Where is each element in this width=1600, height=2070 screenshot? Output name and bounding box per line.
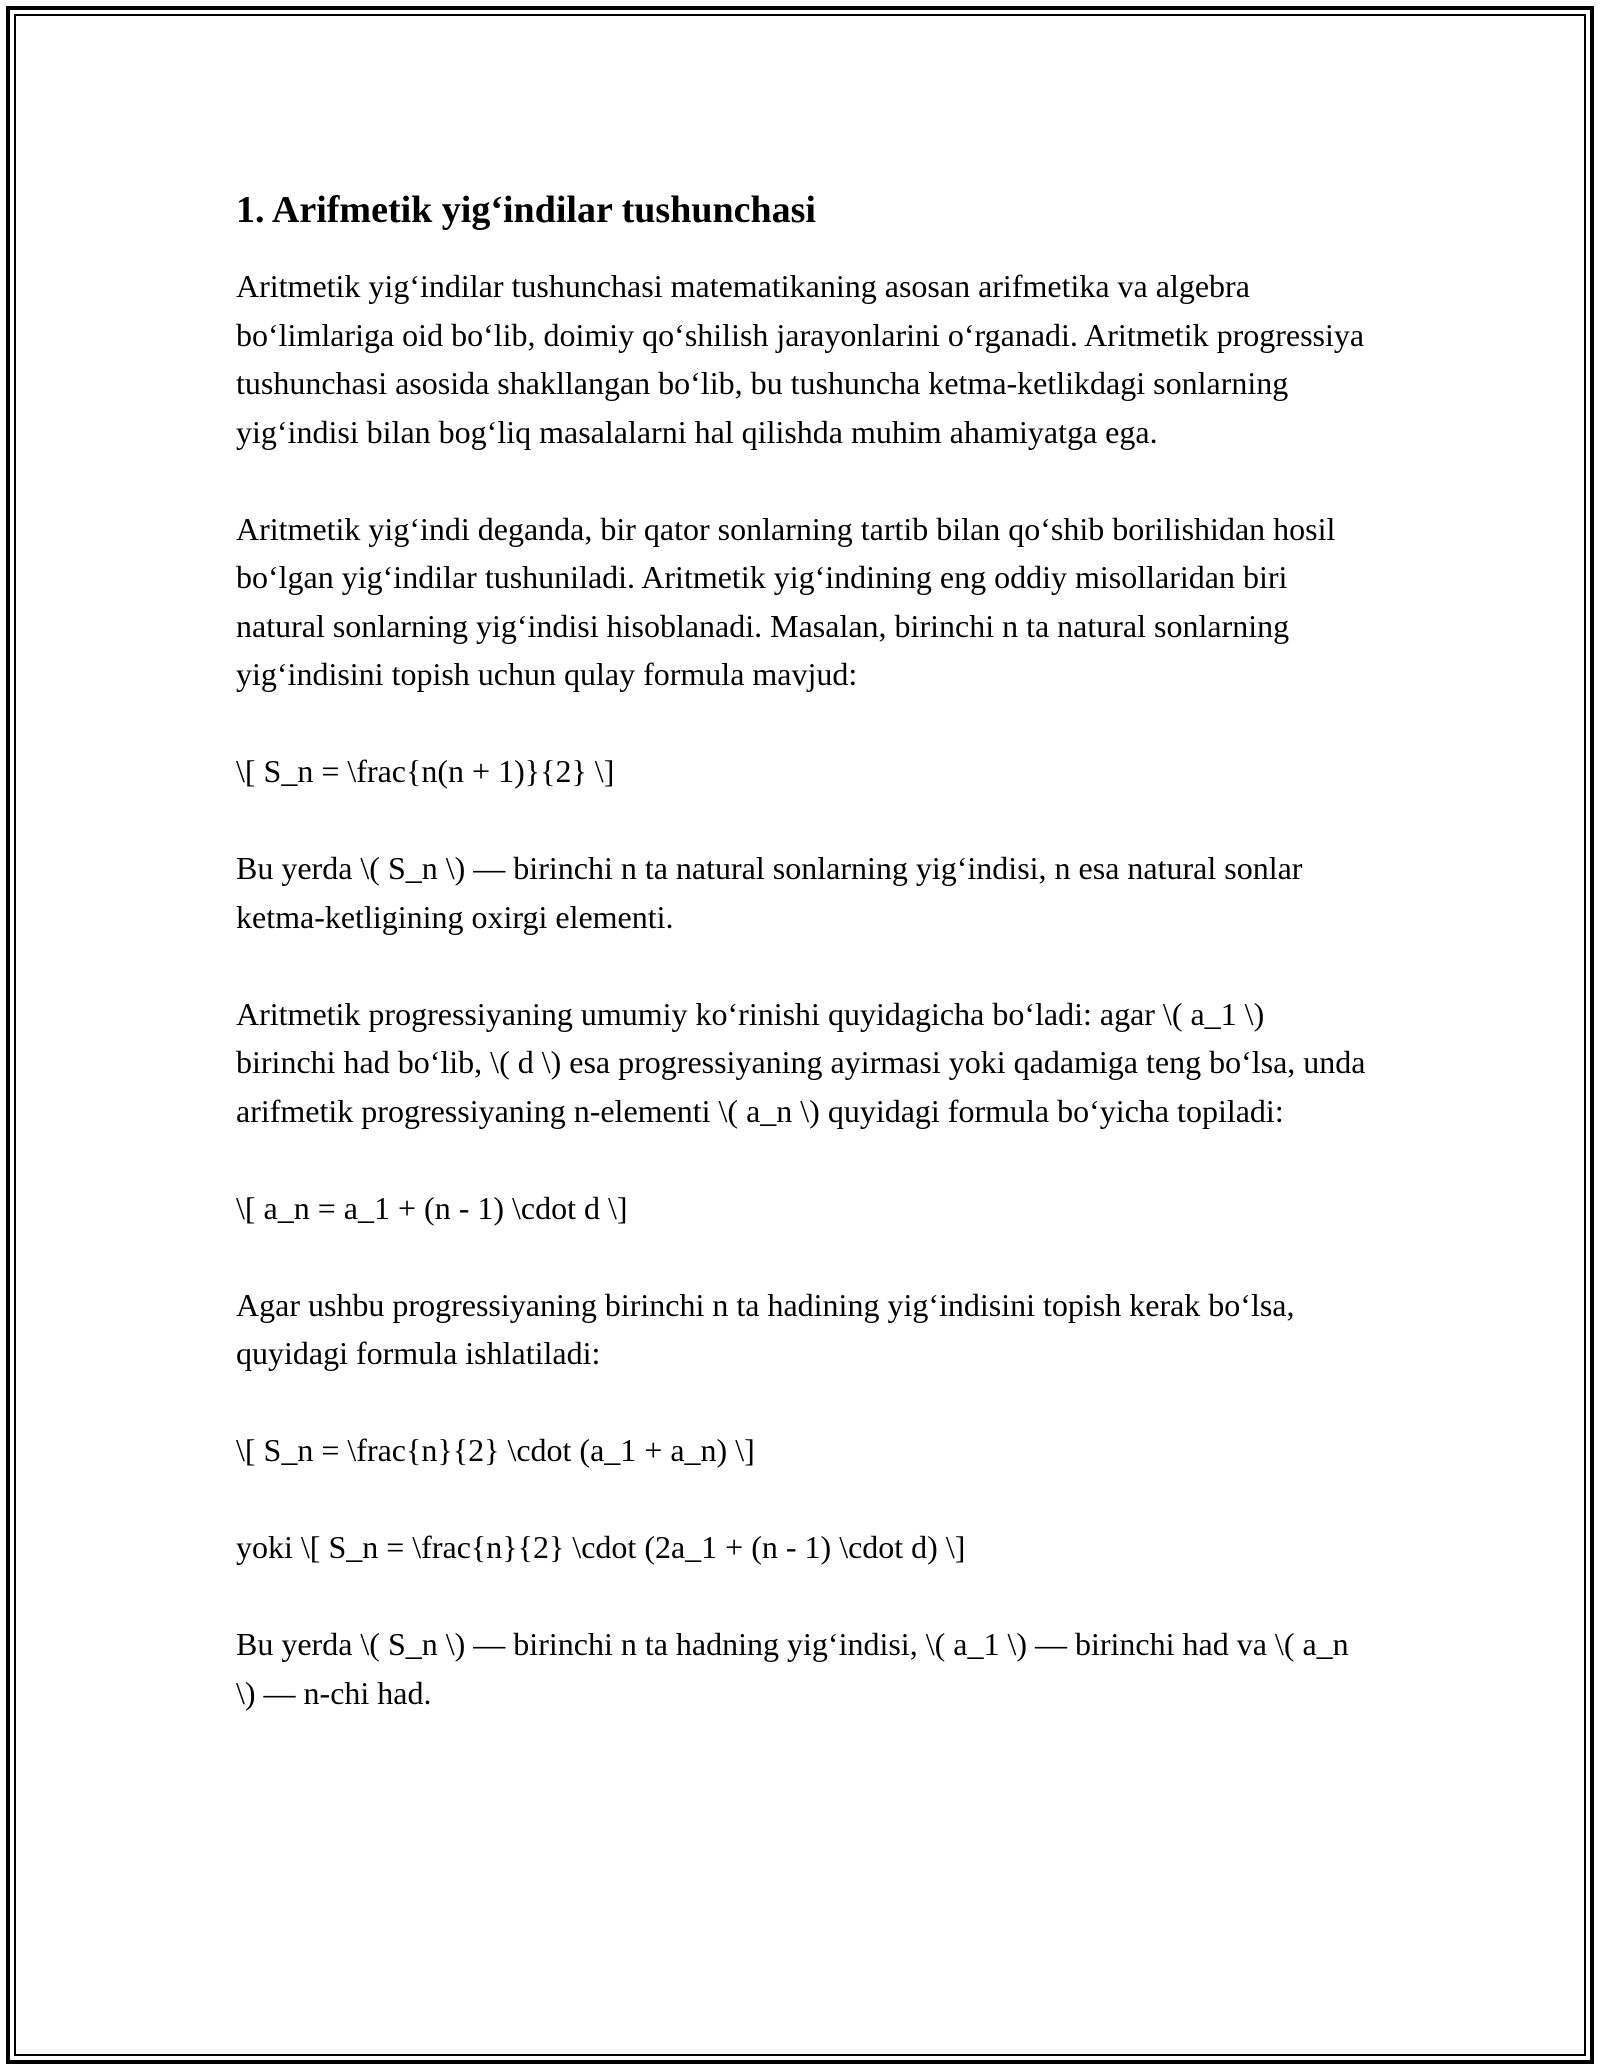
paragraph-progression-general: Aritmetik progressiyaning umumiy ko‘rinishi quyidagicha bo‘ladi: agar \( a_1 \) birinchi had bo‘lib, \( d \) esa progressiyaning ayirmasi yoki qadamiga teng bo‘lsa, unda arifmetik progressiyaning n-elementi \( a_n \) quyidagi formula bo‘yicha topiladi: <box>236 995 1366 1129</box>
formula-sum-alternative: yoki \[ S_n = \frac{n}{2} \cdot (2a_1 + (n - 1) \cdot d) \] <box>236 1529 966 1565</box>
paragraph-sum-explanation: Bu yerda \( S_n \) — birinchi n ta hadning yig‘indisi, \( a_1 \) — birinchi had va \( a_n \) — n-chi had. <box>236 1626 1349 1711</box>
paragraph-intro: Aritmetik yig‘indilar tushunchasi matematikaning asosan arifmetika va algebra bo‘limlariga oid bo‘lib, doimiy qo‘shilish jarayonlarini o‘rganadi. Aritmetik progressiya tushunchasi asosida shakllangan bo‘lib, bu tushuncha ketma-ketlikdagi sonlarning yig‘indisi bilan bog‘liq masalalarni hal qilishda muhim ahamiyatga ega. <box>236 268 1365 450</box>
document-body <box>236 186 1366 1717</box>
formula-natural-sum: \[ S_n = \frac{n(n + 1)}{2} \] <box>236 753 615 789</box>
formula-sum-first-last: \[ S_n = \frac{n}{2} \cdot (a_1 + a_n) \] <box>236 1432 755 1468</box>
paragraph-natural-sum-explanation: Bu yerda \( S_n \) — birinchi n ta natural sonlarning yig‘indisi, n esa natural sonlar ketma-ketligining oxirgi elementi. <box>236 850 1303 935</box>
paragraph-sum-intro: Agar ushbu progressiyaning birinchi n ta hadining yig‘indisini topish kerak bo‘lsa, quyidagi formula ishlatiladi: <box>236 1286 1295 1371</box>
formula-nth-term: \[ a_n = a_1 + (n - 1) \cdot d \] <box>236 1189 628 1226</box>
section-heading: 1. Arifmetik yig‘indilar tushunchasi <box>236 189 816 231</box>
paragraph-definition: Aritmetik yig‘indi deganda, bir qator sonlarning tartib bilan qo‘shib borilishidan hosil bo‘lgan yig‘indilar tushuniladi. Aritmetik yig‘indining eng oddiy misollaridan biri natural sonlarning yig‘indisi hisoblanadi. Masalan, birinchi n ta natural sonlarning yig‘indisini topish uchun qulay formula mavjud: <box>236 510 1336 692</box>
